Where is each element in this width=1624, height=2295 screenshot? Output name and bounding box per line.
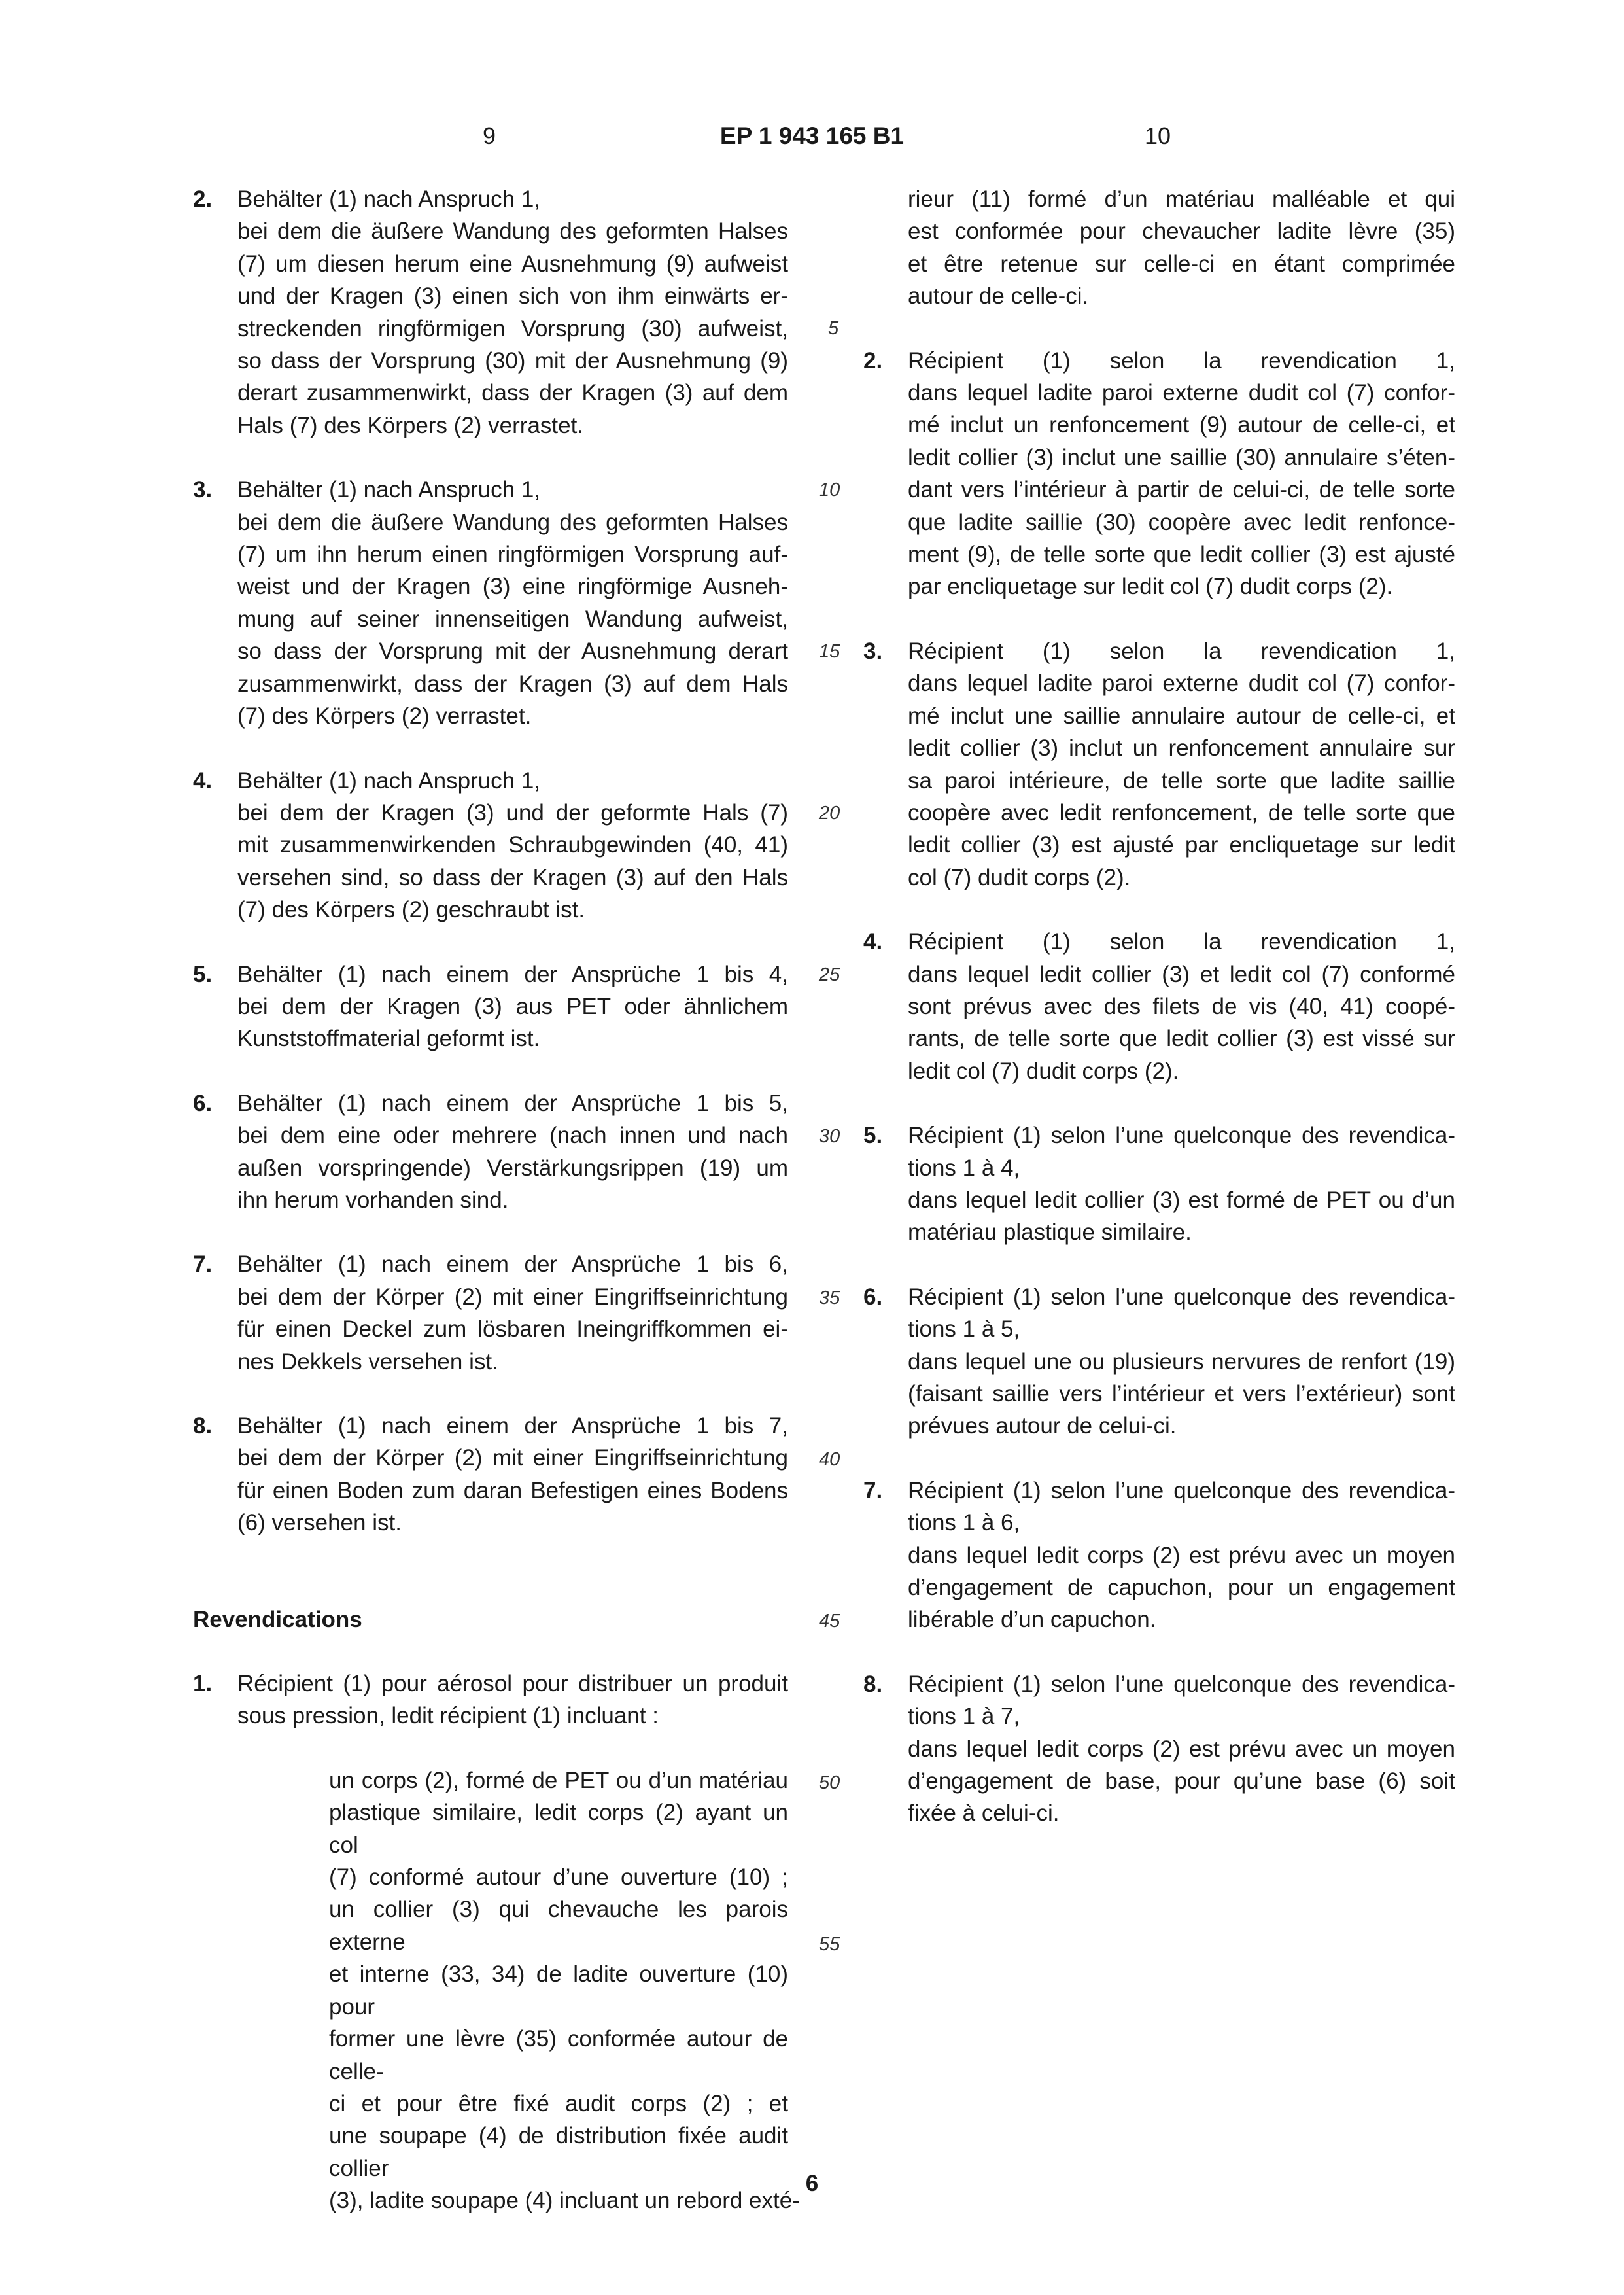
claim-number: 6. bbox=[863, 1284, 883, 1310]
page-number-right: 10 bbox=[1145, 122, 1171, 149]
text-line: coopère avec ledit renfoncement, de telle sorte que bbox=[908, 799, 1455, 826]
claim-body bbox=[908, 926, 1455, 1087]
text-line: bei dem der Kragen (3) und der geformte Hals (7) bbox=[237, 799, 788, 826]
text-line: dans lequel ladite paroi externe dudit col (7) confor- bbox=[908, 380, 1455, 406]
claim-fr-6 bbox=[863, 1281, 1455, 1443]
text-line: rants, de telle sorte que ledit collier (3) est vissé sur bbox=[908, 1026, 1455, 1052]
text-line: (7) des Körpers (2) geschraubt ist. bbox=[237, 897, 585, 923]
line-number: 40 bbox=[819, 1448, 840, 1470]
claim-fr-8 bbox=[863, 1668, 1455, 1830]
text-line: (7) des Körpers (2) verrastet. bbox=[237, 703, 532, 729]
claim-fr-2 bbox=[863, 345, 1455, 603]
page-number-left: 9 bbox=[483, 122, 496, 149]
text-line: mung auf seiner innenseitigen Wandung aufweist, bbox=[237, 606, 788, 632]
text-line: sont prévus avec des filets de vis (40, 41) coopé- bbox=[908, 993, 1455, 1019]
claim-de-7 bbox=[193, 1248, 788, 1378]
text-line: und der Kragen (3) einen sich von ihm einwärts er- bbox=[237, 283, 788, 309]
text-line: dans lequel ladite paroi externe dudit col (7) confor- bbox=[908, 671, 1455, 697]
text-line: ledit collier (3) est ajusté par encliquetage sur ledit bbox=[908, 832, 1455, 858]
claim-body bbox=[237, 1087, 788, 1217]
text-line: (7) um ihn herum einen ringförmigen Vorsprung auf- bbox=[237, 542, 788, 568]
claim-body bbox=[908, 1475, 1455, 1636]
claim-body bbox=[237, 1248, 788, 1378]
claim-intro bbox=[237, 1668, 788, 1732]
text-line: plastique similaire, ledit corps (2) ayant un col bbox=[329, 1800, 788, 1858]
claim-number: 2. bbox=[193, 186, 213, 212]
claim-fr-4 bbox=[863, 926, 1455, 1087]
text-line: matériau plastique similaire. bbox=[908, 1219, 1192, 1246]
french-claims bbox=[863, 345, 1455, 1830]
text-line: autour de celle-ci. bbox=[908, 283, 1089, 309]
line-number: 5 bbox=[828, 317, 839, 339]
claim-number: 8. bbox=[863, 1671, 883, 1697]
claim-body bbox=[908, 1119, 1455, 1249]
text-line: bei dem eine oder mehrere (nach innen und nach bbox=[237, 1123, 788, 1149]
text-line: so dass der Vorsprung mit der Ausnehmung derart bbox=[237, 639, 788, 665]
section-heading: Revendications bbox=[193, 1606, 362, 1632]
german-claims bbox=[193, 183, 788, 1539]
text-line: bei dem die äußere Wandung des geformten Halses bbox=[237, 219, 788, 245]
text-line: et interne (33, 34) de ladite ouverture (10) pour bbox=[329, 1961, 788, 2020]
claim-number: 4. bbox=[193, 767, 213, 794]
claim-elements bbox=[237, 1764, 800, 2217]
left-column bbox=[193, 183, 800, 2249]
text-line: ci et pour être fixé audit corps (2) ; et bbox=[329, 2090, 788, 2116]
text-line: für einen Boden zum daran Befestigen eines Bodens bbox=[237, 1477, 788, 1503]
text-line: dans lequel une ou plusieurs nervures de renfort (19) bbox=[908, 1348, 1455, 1375]
text-line: ment (9), de telle sorte que ledit collier (3) est ajusté bbox=[908, 542, 1455, 568]
claim-number: 7. bbox=[863, 1477, 883, 1503]
text-line: tions 1 à 6, bbox=[908, 1510, 1020, 1536]
claim-de-2 bbox=[193, 183, 788, 442]
claim-fr-5 bbox=[863, 1119, 1455, 1249]
text-line: Behälter (1) nach Anspruch 1, bbox=[237, 767, 541, 794]
text-line: d’engagement de base, pour qu’une base (6) soit bbox=[908, 1768, 1455, 1795]
claim-number: 2. bbox=[863, 347, 883, 374]
claim-body bbox=[908, 635, 1455, 894]
claim-de-3 bbox=[193, 474, 788, 732]
text-line: versehen sind, so dass der Kragen (3) auf den Hals bbox=[237, 864, 788, 890]
text-line: Récipient (1) pour aérosol pour distribuer un produit bbox=[237, 1671, 788, 1697]
document-number: EP 1 943 165 B1 bbox=[719, 122, 905, 149]
text-line: (6) versehen ist. bbox=[237, 1510, 402, 1536]
text-line: sa paroi intérieure, de telle sorte que ladite saillie bbox=[908, 767, 1455, 794]
text-line: dans lequel ledit corps (2) est prévu avec un moyen bbox=[908, 1736, 1455, 1762]
text-line: Récipient (1) selon la revendication 1, bbox=[908, 347, 1455, 374]
line-number: 10 bbox=[819, 479, 840, 500]
text-line: Behälter (1) nach einem der Ansprüche 1 bis 7, bbox=[237, 1413, 788, 1439]
text-line: un collier (3) qui chevauche les parois externe bbox=[329, 1897, 788, 1955]
claim-number: 5. bbox=[863, 1123, 883, 1149]
text-line: Kunststoffmaterial geformt ist. bbox=[237, 1026, 540, 1052]
text-line: bei dem der Kragen (3) aus PET oder ähnlichem bbox=[237, 993, 788, 1019]
text-line: Behälter (1) nach einem der Ansprüche 1 bis 6, bbox=[237, 1252, 788, 1278]
text-line: Récipient (1) selon l’une quelconque des revendica- bbox=[908, 1477, 1455, 1503]
claim-number: 1. bbox=[193, 1671, 213, 1697]
text-line: un corps (2), formé de PET ou d’un matériau bbox=[329, 1767, 788, 1793]
text-line: une soupape (4) de distribution fixée audit collier bbox=[329, 2123, 788, 2181]
claim-body bbox=[237, 474, 788, 732]
claim-de-8 bbox=[193, 1410, 788, 1539]
text-line: mé inclut une saillie annulaire autour de celle-ci, et bbox=[908, 703, 1455, 729]
claim-fr-7 bbox=[863, 1475, 1455, 1636]
text-line: streckenden ringförmigen Vorsprung (30) aufweist, bbox=[237, 315, 788, 342]
text-line: derart zusammenwirkt, dass der Kragen (3) auf dem bbox=[237, 380, 788, 406]
text-line: libérable d’un capuchon. bbox=[908, 1607, 1156, 1633]
text-line: so dass der Vorsprung (30) mit der Ausnehmung (9) bbox=[237, 348, 788, 374]
text-line: ledit col (7) dudit corps (2). bbox=[908, 1058, 1179, 1084]
text-line: bei dem die äußere Wandung des geformten Halses bbox=[237, 509, 788, 535]
claim-fr-1 bbox=[193, 1668, 800, 2217]
text-line: Behälter (1) nach Anspruch 1, bbox=[237, 477, 541, 503]
claim-number: 4. bbox=[863, 929, 883, 955]
text-line: weist und der Kragen (3) eine ringförmige Ausneh- bbox=[237, 574, 788, 600]
text-line: bei dem der Körper (2) mit einer Eingriffseinrichtung bbox=[237, 1445, 788, 1471]
line-number: 55 bbox=[819, 1933, 840, 1955]
claim-number: 5. bbox=[193, 961, 213, 987]
text-line: bei dem der Körper (2) mit einer Eingriffseinrichtung bbox=[237, 1284, 788, 1310]
text-line: Behälter (1) nach Anspruch 1, bbox=[237, 186, 541, 212]
text-line: zusammenwirkt, dass der Kragen (3) auf dem Hals bbox=[237, 671, 788, 697]
text-line: dans lequel ledit collier (3) et ledit col (7) conformé bbox=[908, 961, 1455, 987]
claim-body bbox=[237, 183, 788, 442]
text-line: mé inclut un renfoncement (9) autour de celle-ci, et bbox=[908, 412, 1455, 438]
claim-body bbox=[237, 765, 788, 926]
text-line: rieur (11) formé d’un matériau malléable et qui bbox=[908, 186, 1455, 212]
claim-body bbox=[237, 1410, 788, 1539]
text-line: col (7) dudit corps (2). bbox=[908, 864, 1131, 890]
text-line: Hals (7) des Körpers (2) verrastet. bbox=[237, 412, 584, 438]
text-line: (7) conformé autour d’une ouverture (10) ; bbox=[329, 1865, 788, 1891]
line-number: 30 bbox=[819, 1125, 840, 1147]
claim-body bbox=[908, 1281, 1455, 1443]
claim-body bbox=[908, 345, 1455, 603]
claim-number: 7. bbox=[193, 1252, 213, 1278]
text-line: Récipient (1) selon l’une quelconque des revendica- bbox=[908, 1123, 1455, 1149]
text-line: former une lèvre (35) conformée autour de celle- bbox=[329, 2026, 788, 2084]
line-number: 25 bbox=[819, 964, 840, 985]
text-line: (faisant saillie vers l’intérieur et vers l’extérieur) sont bbox=[908, 1381, 1455, 1407]
text-line: für einen Deckel zum lösbaren Ineingriffkommen ei- bbox=[237, 1316, 788, 1342]
claim-number: 3. bbox=[193, 477, 213, 503]
claim-number: 3. bbox=[863, 638, 883, 664]
claim-fr-3 bbox=[863, 635, 1455, 894]
text-line: tions 1 à 4, bbox=[908, 1155, 1020, 1181]
claim-de-4 bbox=[193, 765, 788, 926]
footer-page-number: 6 bbox=[805, 2171, 819, 2196]
line-number: 50 bbox=[819, 1772, 840, 1793]
line-number: 15 bbox=[819, 640, 840, 662]
text-line: dans lequel ledit collier (3) est formé de PET ou d’un bbox=[908, 1187, 1455, 1213]
text-line: ledit collier (3) inclut une saillie (30) annulaire s’éten- bbox=[908, 444, 1455, 470]
text-line: Récipient (1) selon l’une quelconque des revendica- bbox=[908, 1671, 1455, 1697]
claim-continuation bbox=[863, 183, 1455, 313]
text-line: tions 1 à 7, bbox=[908, 1704, 1020, 1730]
right-column bbox=[863, 183, 1455, 1862]
text-line: ledit collier (3) inclut un renfoncement annulaire sur bbox=[908, 735, 1455, 762]
text-line: Récipient (1) selon l’une quelconque des revendica- bbox=[908, 1284, 1455, 1310]
text-line: est conformée pour chevaucher ladite lèvre (35) bbox=[908, 219, 1455, 245]
line-number: 45 bbox=[819, 1610, 840, 1632]
text-line: (7) um diesen herum eine Ausnehmung (9) aufweist bbox=[237, 251, 788, 277]
claim-number: 6. bbox=[193, 1090, 213, 1116]
text-line: que ladite saillie (30) coopère avec ledit renfonce- bbox=[908, 509, 1455, 535]
claim-body bbox=[237, 958, 788, 1055]
text-line: et être retenue sur celle-ci en étant comprimée bbox=[908, 251, 1455, 277]
claim-body bbox=[908, 1668, 1455, 1830]
line-number: 35 bbox=[819, 1287, 840, 1308]
text-line: (3), ladite soupape (4) incluant un rebord exté- bbox=[329, 2188, 800, 2214]
text-line: fixée à celui-ci. bbox=[908, 1800, 1060, 1827]
text-line: nes Dekkels versehen ist. bbox=[237, 1348, 498, 1375]
line-number: 20 bbox=[819, 802, 840, 824]
claim-de-6 bbox=[193, 1087, 788, 1217]
text-line: außen vorspringende) Verstärkungsrippen (19) um bbox=[237, 1155, 788, 1181]
text-line: Behälter (1) nach einem der Ansprüche 1 bis 4, bbox=[237, 961, 788, 987]
text-line: dant vers l’intérieur à partir de celui-ci, de telle sorte bbox=[908, 477, 1455, 503]
text-line: sous pression, ledit récipient (1) incluant : bbox=[237, 1703, 659, 1729]
text-line: tions 1 à 5, bbox=[908, 1316, 1020, 1342]
text-line: Behälter (1) nach einem der Ansprüche 1 bis 5, bbox=[237, 1090, 788, 1116]
text-line: ihn herum vorhanden sind. bbox=[237, 1187, 509, 1213]
claim-de-5 bbox=[193, 958, 788, 1055]
text-line: d’engagement de capuchon, pour un engagement bbox=[908, 1575, 1455, 1601]
text-line: dans lequel ledit corps (2) est prévu avec un moyen bbox=[908, 1542, 1455, 1568]
claim-number: 8. bbox=[193, 1413, 213, 1439]
text-line: par encliquetage sur ledit col (7) dudit corps (2). bbox=[908, 574, 1393, 600]
text-line: Récipient (1) selon la revendication 1, bbox=[908, 929, 1455, 955]
text-line: Récipient (1) selon la revendication 1, bbox=[908, 638, 1455, 664]
text-line: mit zusammenwirkenden Schraubgewinden (40, 41) bbox=[237, 832, 788, 858]
text-line: prévues autour de celui-ci. bbox=[908, 1413, 1177, 1439]
